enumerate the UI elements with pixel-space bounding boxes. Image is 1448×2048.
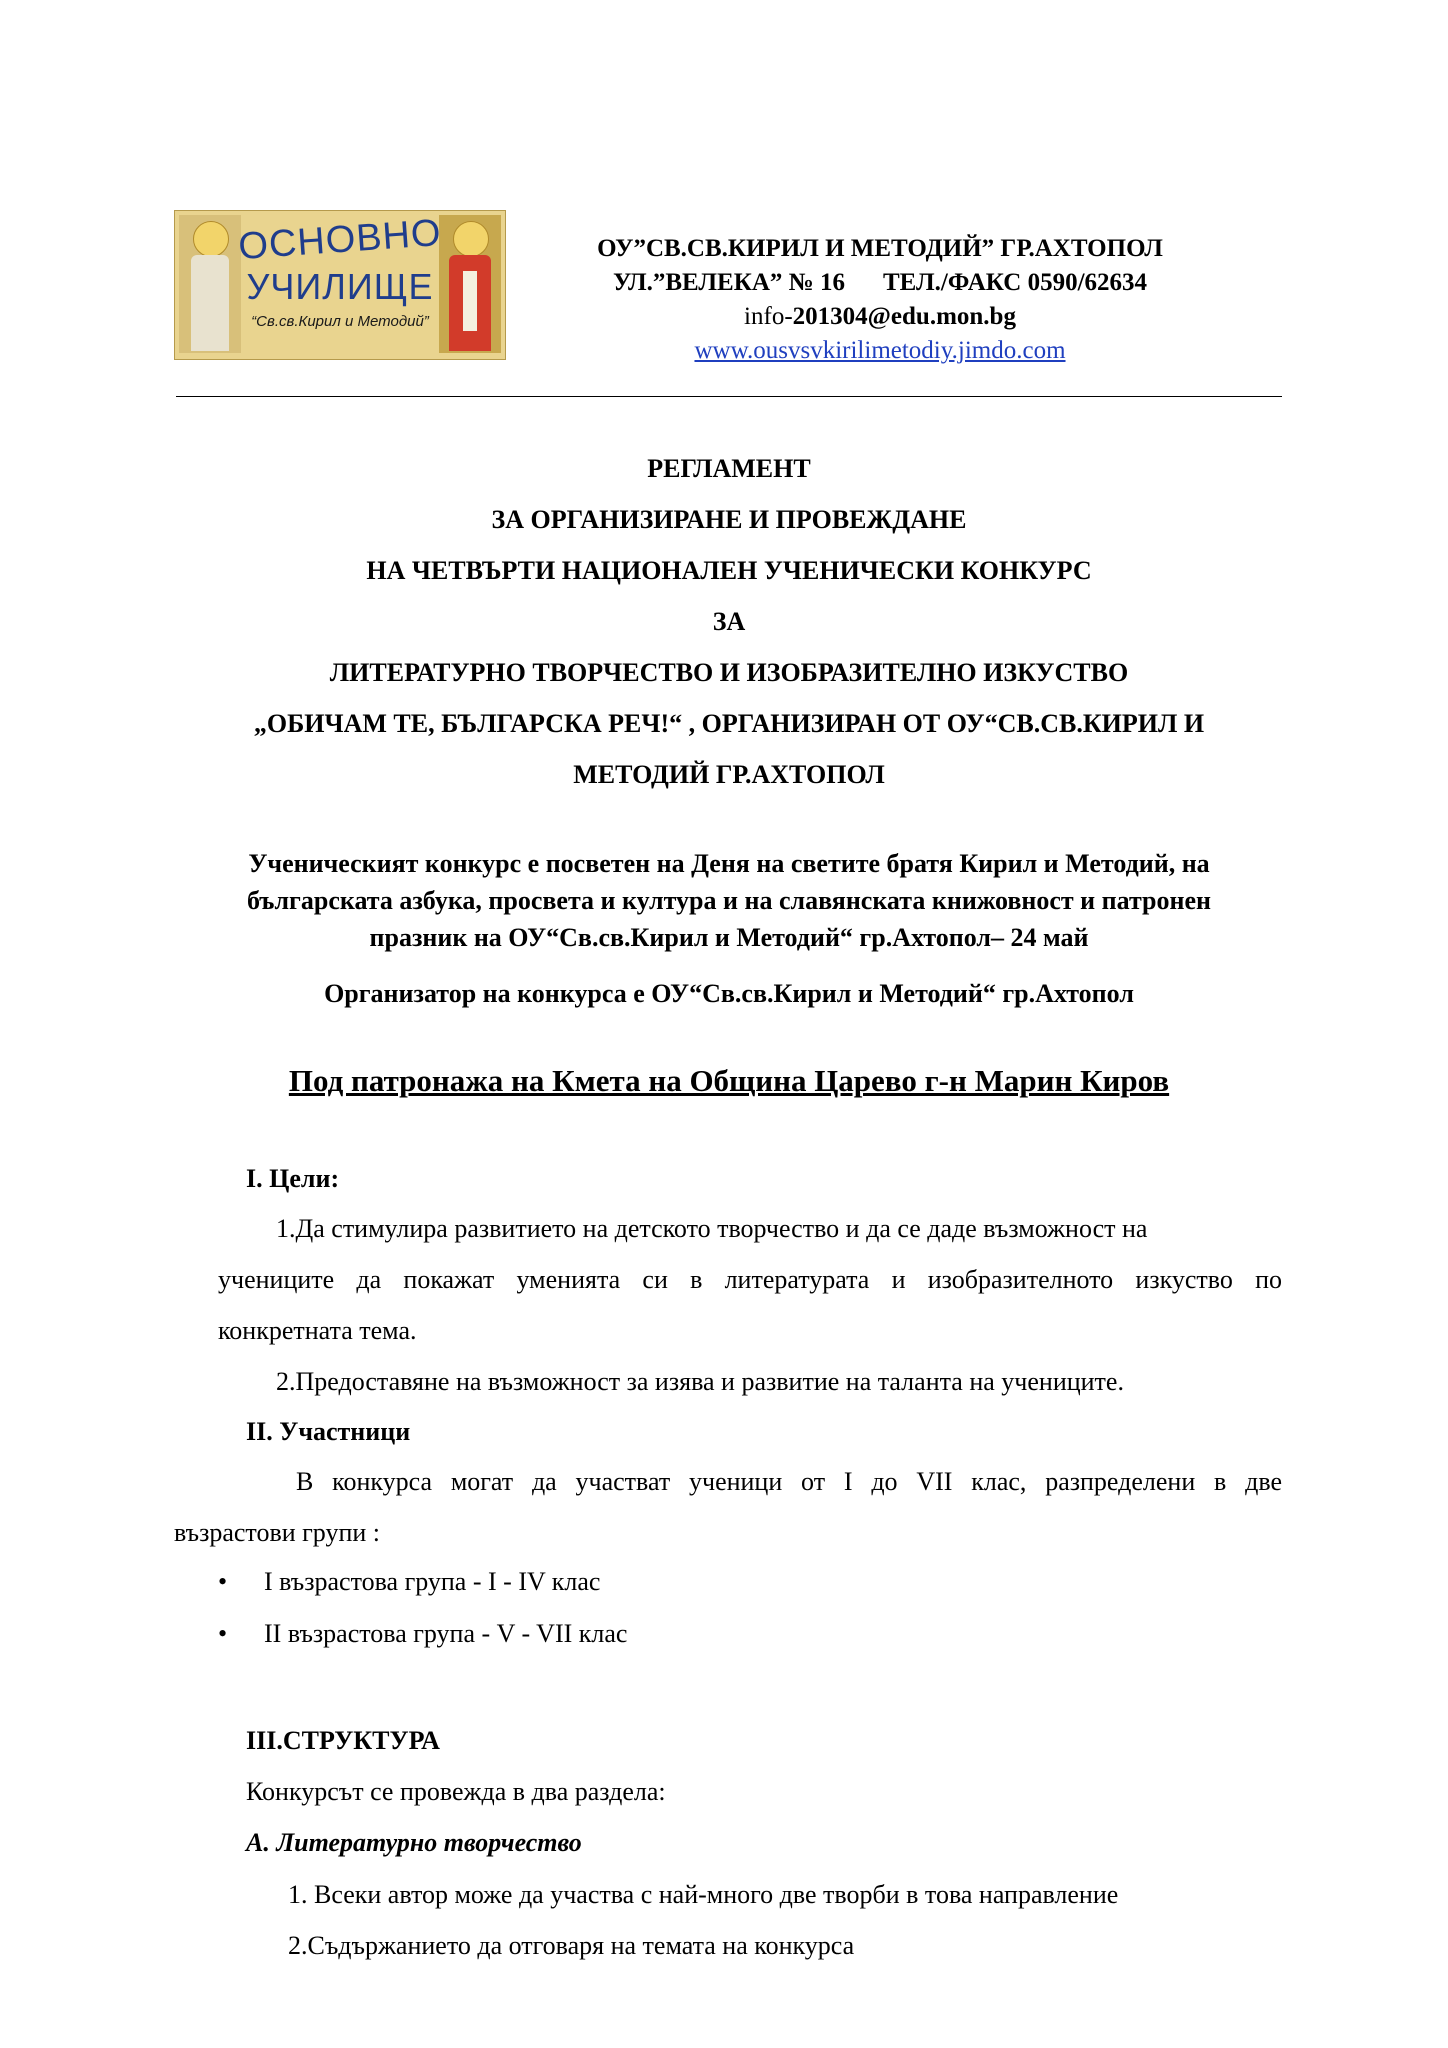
section-2-heading: II. Участници <box>246 1417 411 1446</box>
website-line <box>530 334 1230 368</box>
age-group-1: • I възрастова група - I - IV клас <box>218 1567 601 1596</box>
organizer-line: Организатор на конкурса е ОУ“Св.св.Кирил и Методий“ гр.Ахтопол <box>324 979 1134 1008</box>
bullet-icon: • <box>218 1567 228 1596</box>
patronage-line: Под патронажа на Кмета на Община Царево г-н Марин Киров <box>288 1063 1170 1098</box>
title-line-3: НА ЧЕТВЪРТИ НАЦИОНАЛЕН УЧЕНИЧЕСКИ КОНКУРС <box>366 556 1092 585</box>
phone: ТЕЛ./ФАКС 0590/62634 <box>883 269 1148 296</box>
literature-rule-2: 2.Съдържанието да отговаря на темата на конкурса <box>288 1931 855 1960</box>
dedication-line-2: българската азбука, просвета и култура и на славянската книжовност и патронен <box>246 886 1212 915</box>
logo-school-name: “Св.св.Кирил и Методий” <box>251 313 429 330</box>
address-line <box>530 266 1230 300</box>
website-link[interactable]: www.ousvsvkirilimetodiy.jimdo.com <box>694 337 1066 364</box>
literature-subheading: А. Литературно творчество <box>246 1828 582 1857</box>
email-address: 201304@edu.mon.bg <box>792 303 1016 330</box>
structure-intro: Конкурсът се провежда в два раздела: <box>246 1777 666 1806</box>
logo-word-osnovno: ОСНОВНО <box>237 211 443 269</box>
participants-line-1: В конкурса могат да участват ученици от I до VII клас, разпределени в две <box>296 1467 1282 1496</box>
age-group-2: • II възрастова група - V - VII клас <box>218 1619 628 1648</box>
participants-line-2: възрастови групи : <box>174 1518 381 1547</box>
section-3-heading: III.СТРУКТУРА <box>246 1726 440 1755</box>
goal-1-line-2: учениците да покажат уменията си в литературата и изобразителното изкуство по <box>218 1265 1282 1294</box>
email-prefix: info- <box>744 303 793 330</box>
goal-2: 2.Предоставяне на възможност за изява и развитие на таланта на учениците. <box>276 1367 1124 1396</box>
school-logo <box>174 210 506 360</box>
saint-cyril-image <box>179 215 241 353</box>
title-line-4: ЗА <box>712 607 746 636</box>
header-divider <box>176 396 1282 397</box>
school-name: ОУ”СВ.СВ.КИРИЛ И МЕТОДИЙ” ГР.АХТОПОЛ <box>597 235 1163 262</box>
title-line-2: ЗА ОРГАНИЗИРАНЕ И ПРОВЕЖДАНЕ <box>491 505 967 534</box>
email-line[interactable] <box>530 300 1230 334</box>
dedication-line-3: празник на ОУ“Св.св.Кирил и Методий“ гр.Ахтопол– 24 май <box>369 923 1089 952</box>
dedication-line-1: Ученическият конкурс е посветен на Деня на светите братя Кирил и Методий, на <box>248 849 1210 878</box>
title-line-6: „ОБИЧАМ ТЕ, БЪЛГАРСКА РЕЧ!“ , ОРГАНИЗИРАН ОТ ОУ“СВ.СВ.КИРИЛ И <box>253 709 1205 738</box>
logo-word-uchilishte: УЧИЛИЩЕ <box>246 266 434 307</box>
bullet-icon: • <box>218 1619 228 1648</box>
saint-methodius-image <box>439 215 501 353</box>
goal-1-line-3: конкретната тема. <box>218 1316 417 1345</box>
dedication-paragraph <box>174 845 1284 956</box>
goal-1-line-1: 1.Да стимулира развитието на детското творчество и да се даде възможност на <box>276 1214 1148 1243</box>
title-line-5: ЛИТЕРАТУРНО ТВОРЧЕСТВО И ИЗОБРАЗИТЕЛНО ИЗКУСТВО <box>329 658 1129 687</box>
title-line-7: МЕТОДИЙ ГР.АХТОПОЛ <box>573 760 885 789</box>
address: УЛ.”ВЕЛЕКА” № 16 <box>612 269 845 296</box>
literature-rule-1: 1. Всеки автор може да участва с най-много две творби в това направление <box>288 1880 1119 1909</box>
section-1-heading: I. Цели: <box>246 1164 340 1193</box>
title-line-1: РЕГЛАМЕНТ <box>647 454 811 483</box>
